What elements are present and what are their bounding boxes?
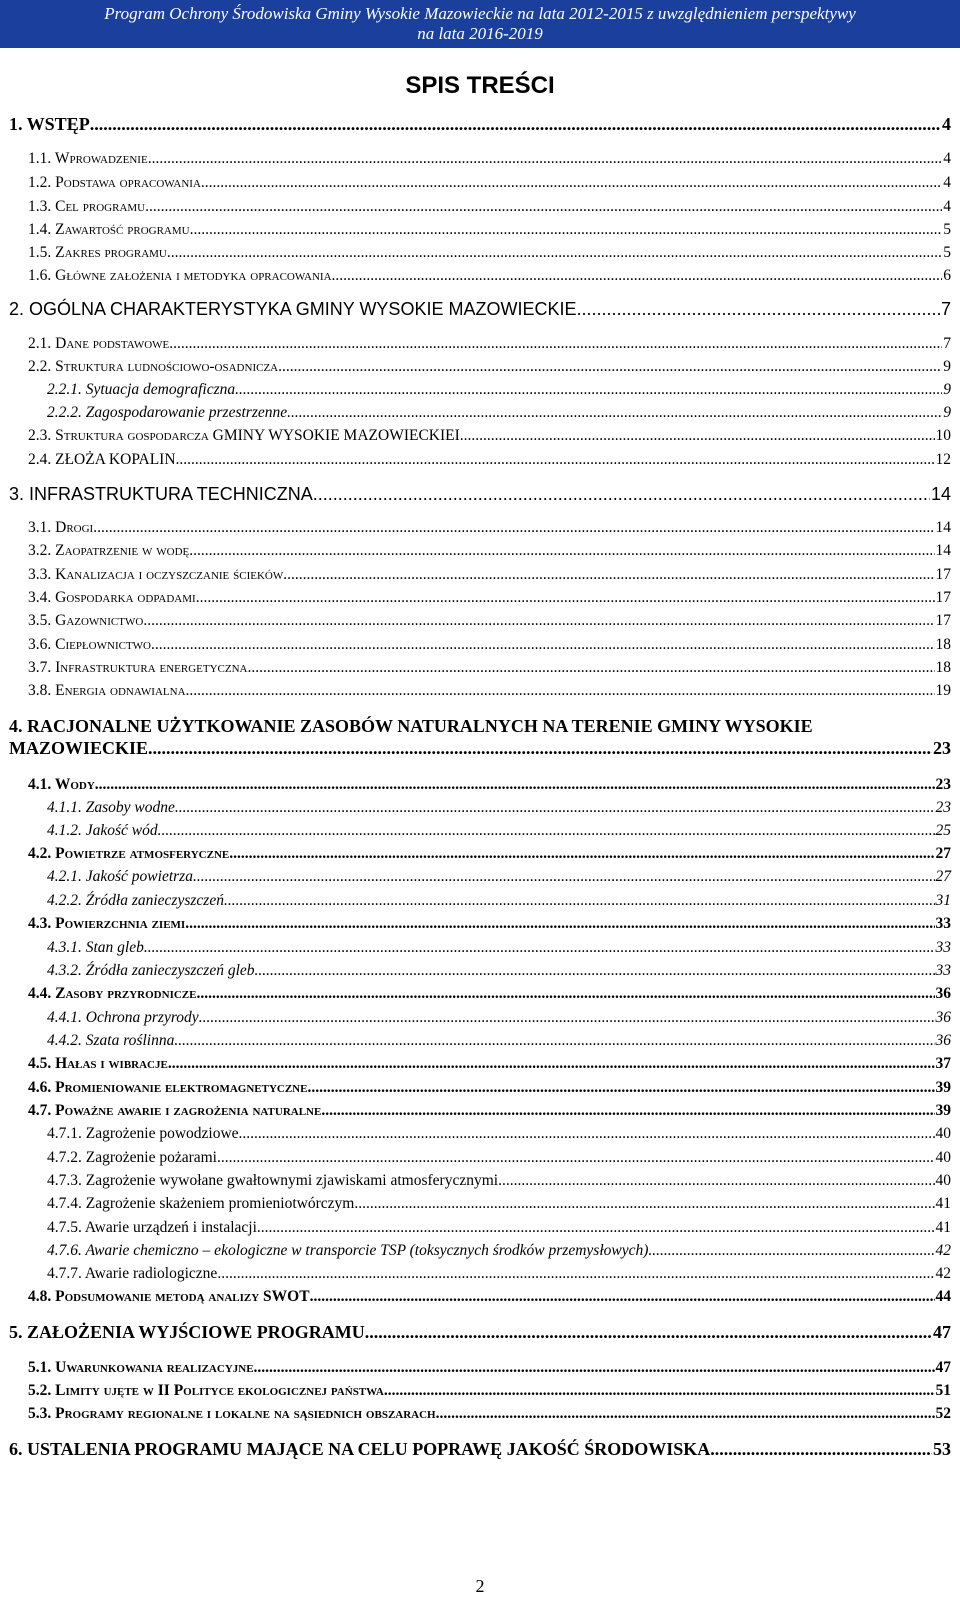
- toc-dot-leader: [283, 564, 934, 586]
- toc-entry-label: 4.4. Zasoby przyrodnicze: [28, 985, 197, 1002]
- toc-dot-leader: [307, 1077, 934, 1099]
- toc-dot-leader: [278, 356, 942, 378]
- toc-dot-leader: [224, 890, 935, 912]
- toc-dot-leader: [217, 1147, 935, 1169]
- toc-entry[interactable]: [9, 737, 951, 759]
- toc-dot-leader: [239, 1123, 935, 1145]
- toc-entry[interactable]: [9, 1438, 951, 1460]
- toc-dot-leader: [186, 680, 935, 702]
- toc-entry-label: 3.8. Energia odnawialna: [28, 682, 186, 699]
- toc-dot-leader: [310, 1286, 935, 1308]
- toc-dot-leader: [217, 1263, 934, 1285]
- toc-entry-label: 4.1.1. Zasoby wodne: [47, 799, 175, 816]
- toc-entry-page: 37: [935, 1055, 951, 1072]
- toc-entry[interactable]: [47, 960, 951, 982]
- toc-entry-label: 2.3. Struktura gospodarcza GMINY WYSOKIE MAZOWIECKIEI: [28, 427, 460, 444]
- toc-entry-label: 2.1. Dane podstawowe: [28, 335, 170, 352]
- toc-dot-leader: [287, 402, 942, 424]
- toc-entry-label: 4.1. Wody: [28, 776, 95, 793]
- toc-dot-leader: [148, 148, 943, 170]
- toc-entry-label: 3.7. Infrastruktura energetyczna: [28, 659, 248, 676]
- toc-entry-page: 17: [935, 566, 951, 583]
- toc-entry-page: 12: [935, 451, 951, 468]
- toc-entry-label: 2. OGÓLNA CHARAKTERYSTYKA GMINY WYSOKIE MAZOWIECKIE: [9, 299, 577, 319]
- toc-entry-page: 7: [943, 335, 951, 352]
- toc-entry[interactable]: [9, 483, 951, 505]
- toc-entry[interactable]: [28, 1403, 951, 1425]
- toc-entry-page: 42: [935, 1242, 951, 1259]
- toc-entry-label: 1. WSTĘP: [9, 114, 90, 134]
- toc-entry[interactable]: [28, 1380, 951, 1402]
- toc-entry[interactable]: [28, 587, 951, 609]
- toc-entry-page: 4: [942, 114, 951, 134]
- toc-entry-page: 40: [935, 1149, 951, 1166]
- toc-entry-label: 1.4. Zawartość programu: [28, 221, 190, 238]
- toc-entry[interactable]: [28, 242, 951, 264]
- toc-dot-leader: [145, 196, 942, 218]
- toc-entry-label: 3.6. Ciepłownictwo: [28, 636, 151, 653]
- toc-entry-page: 40: [935, 1125, 951, 1142]
- toc-dot-leader: [229, 843, 934, 865]
- toc-entry-page: 31: [935, 892, 951, 909]
- toc-entry-label: 3.1. Drogi: [28, 519, 94, 536]
- toc-dot-leader: [185, 913, 934, 935]
- toc-dot-leader: [576, 298, 940, 320]
- toc-entry[interactable]: [28, 517, 951, 539]
- toc-entry-page: 19: [935, 682, 951, 699]
- toc-dot-leader: [199, 1007, 935, 1029]
- toc-entry-label: 4.2.1. Jakość powietrza: [47, 868, 193, 885]
- toc-dot-leader: [235, 379, 942, 401]
- toc-entry-page: 5: [943, 244, 951, 261]
- toc-entry-label: 4.4.2. Szata roślinna: [47, 1032, 175, 1049]
- toc-entry-page: 41: [935, 1219, 951, 1236]
- toc-entry-page: 36: [935, 1032, 951, 1049]
- toc-entry-label: 4.7.4. Zagrożenie skażeniem promieniotwórczym: [47, 1195, 355, 1212]
- toc-entry[interactable]: [28, 610, 951, 632]
- toc-dot-leader: [257, 1217, 935, 1239]
- toc-entry[interactable]: [47, 1007, 951, 1029]
- toc-entry-label: 1.6. Główne założenia i metodyka opracowania: [28, 267, 332, 284]
- toc-entry-page: 4: [943, 174, 951, 191]
- toc-dot-leader: [648, 1240, 934, 1262]
- toc-entry-label: 3.2. Zaopatrzenie w wodę: [28, 542, 190, 559]
- toc-entry-label: MAZOWIECKIE: [9, 738, 149, 758]
- toc-dot-leader: [175, 797, 935, 819]
- toc-entry-label: 4. RACJONALNE UŻYTKOWANIE ZASOBÓW NATURALNYCH NA TERENIE GMINY WYSOKIE: [9, 716, 813, 736]
- toc-entry-label: 3.4. Gospodarka odpadami: [28, 589, 196, 606]
- toc-entry[interactable]: [47, 937, 951, 959]
- toc-dot-leader: [710, 1438, 932, 1460]
- toc-entry[interactable]: [28, 983, 951, 1005]
- page-number: 2: [475, 1576, 485, 1596]
- toc-entry-label: 4.7.7. Awarie radiologiczne: [47, 1265, 218, 1282]
- toc-entry-label: 1.5. Zakres programu: [28, 244, 167, 261]
- toc-entry[interactable]: [28, 657, 951, 679]
- toc-dot-leader: [176, 449, 935, 471]
- toc-dot-leader: [365, 1321, 932, 1343]
- toc-entry-page: 18: [935, 659, 951, 676]
- toc-entry-label: 4.2. Powietrze atmosferyczne: [28, 845, 230, 862]
- toc-entry-label: 5. ZAŁOŻENIA WYJŚCIOWE PROGRAMU: [9, 1322, 365, 1342]
- toc-entry[interactable]: [28, 843, 951, 865]
- toc-entry-page: 42: [935, 1265, 951, 1282]
- toc-entry-page: 23: [935, 776, 951, 793]
- toc-entry-label: 4.3.1. Stan gleb: [47, 939, 144, 956]
- toc-entry[interactable]: [47, 1123, 951, 1145]
- toc-entry[interactable]: [28, 1100, 951, 1122]
- toc-entry[interactable]: [47, 820, 951, 842]
- toc-dot-leader: [167, 242, 942, 264]
- toc-entry[interactable]: [28, 333, 951, 355]
- toc-entry-label: 4.7.5. Awarie urządzeń i instalacji: [47, 1219, 257, 1236]
- toc-entry[interactable]: [28, 540, 951, 562]
- toc-entry-label: 2.2.2. Zagospodarowanie przestrzenne: [47, 404, 288, 421]
- toc-entry[interactable]: [28, 1357, 951, 1379]
- toc-entry[interactable]: [28, 564, 951, 586]
- toc-entry-page: 23: [933, 738, 951, 758]
- toc-entry[interactable]: [47, 1170, 951, 1192]
- toc-entry[interactable]: [47, 379, 951, 401]
- toc-entry-page: 40: [935, 1172, 951, 1189]
- toc-entry[interactable]: [47, 1217, 951, 1239]
- toc-dot-leader: [95, 774, 935, 796]
- toc-entry[interactable]: [28, 265, 951, 287]
- toc-dot-leader: [196, 983, 934, 1005]
- toc-dot-leader: [201, 172, 942, 194]
- toc-entry-page: 33: [935, 915, 951, 932]
- toc-entry-page: 33: [935, 939, 951, 956]
- toc-entry-page: 52: [935, 1405, 951, 1422]
- toc-entry-page: 9: [943, 358, 951, 375]
- toc-dot-leader: [148, 737, 932, 759]
- toc-entry-label: 4.2.2. Źródła zanieczyszczeń: [47, 892, 224, 909]
- toc-entry-label: 4.7.2. Zagrożenie pożarami: [47, 1149, 217, 1166]
- toc-entry-label: 4.3.2. Źródła zanieczyszczeń gleb: [47, 962, 255, 979]
- toc-entry-label: 4.4.1. Ochrona przyrody: [47, 1009, 199, 1026]
- toc-dot-leader: [248, 657, 935, 679]
- toc-entry-page: 4: [943, 150, 951, 167]
- toc-entry-page: 44: [935, 1288, 951, 1305]
- toc-dot-leader: [143, 610, 934, 632]
- toc-entry-page: 5: [943, 221, 951, 238]
- toc-entry[interactable]: [9, 298, 951, 320]
- toc-entry-label: 4.5. Hałas i wibracje: [28, 1055, 168, 1072]
- toc-dot-leader: [254, 1357, 935, 1379]
- toc-entry-page: 47: [933, 1322, 951, 1342]
- toc-entry[interactable]: [28, 148, 951, 170]
- toc-entry-page: 39: [935, 1102, 951, 1119]
- toc-dot-leader: [144, 937, 935, 959]
- toc-dot-leader: [196, 587, 935, 609]
- toc-entry-page: 36: [935, 1009, 951, 1026]
- toc-entry[interactable]: [28, 356, 951, 378]
- toc-entry[interactable]: [47, 797, 951, 819]
- toc-entry-page: 10: [935, 427, 951, 444]
- toc-entry[interactable]: [9, 113, 951, 135]
- toc-entry[interactable]: [47, 402, 951, 424]
- toc-entry[interactable]: [28, 425, 951, 447]
- toc-entry-label: 1.1. Wprowadzenie: [28, 150, 148, 167]
- toc-entry-label: 4.7.6. Awarie chemiczno – ekologiczne w transporcie TSP (toksycznych środków przemysłowych): [47, 1242, 649, 1259]
- toc-entry-label: 3.3. Kanalizacja i oczyszczanie ścieków: [28, 566, 284, 583]
- document-header: [0, 0, 960, 48]
- toc-dot-leader: [189, 540, 934, 562]
- toc-dot-leader: [193, 866, 935, 888]
- toc-entry-page: 17: [935, 612, 951, 629]
- toc-entry-label: 3.5. Gazownictwo: [28, 612, 144, 629]
- toc-entry[interactable]: [28, 1053, 951, 1075]
- toc-entry[interactable]: [28, 449, 951, 471]
- toc-dot-leader: [255, 960, 935, 982]
- toc-entry-label: 4.8. Podsumowanie metodą analizy SWOT: [28, 1288, 310, 1305]
- toc-entry-label: 5.2. Limity ujęte w II Polityce ekologicznej państwa: [28, 1382, 384, 1399]
- toc-dot-leader: [190, 219, 943, 241]
- toc-entry-label: 5.3. Programy regionalne i lokalne na sąsiednich obszarach: [28, 1405, 436, 1422]
- toc-entry-page: 36: [935, 985, 951, 1002]
- toc-entry[interactable]: [47, 1263, 951, 1285]
- toc-entry[interactable]: [47, 1147, 951, 1169]
- toc-dot-leader: [354, 1193, 934, 1215]
- toc-entry-page: 14: [935, 542, 951, 559]
- toc-entry[interactable]: [47, 1030, 951, 1052]
- toc-entry-page: 51: [935, 1382, 951, 1399]
- toc-dot-leader: [174, 1030, 934, 1052]
- toc-entry-label: 6. USTALENIA PROGRAMU MAJĄCE NA CELU POPRAWĘ JAKOŚĆ ŚRODOWISKA: [9, 1439, 711, 1459]
- toc-dot-leader: [384, 1380, 935, 1402]
- page-title: SPIS TREŚCI: [405, 72, 555, 99]
- toc-entry[interactable]: [28, 1077, 951, 1099]
- toc-entry-label: 2.2. Struktura ludnościowo-osadnicza: [28, 358, 279, 375]
- toc-entry-label: 2.2.1. Sytuacja demograficzna: [47, 381, 236, 398]
- toc-dot-leader: [313, 483, 930, 505]
- header-line-2: na lata 2016-2019: [417, 24, 543, 43]
- toc-entry[interactable]: [28, 774, 951, 796]
- toc-entry-label: 4.1.2. Jakość wód: [47, 822, 158, 839]
- toc-entry-page: 33: [935, 962, 951, 979]
- toc-entry-page: 53: [933, 1439, 951, 1459]
- toc-entry[interactable]: [28, 172, 951, 194]
- toc-dot-leader: [436, 1403, 935, 1425]
- toc-entry-label: 4.6. Promieniowanie elektromagnetyczne: [28, 1079, 308, 1096]
- toc-entry-page: 14: [935, 519, 951, 536]
- toc-entry-page: 4: [943, 198, 951, 215]
- toc-entry-page: 27: [935, 845, 951, 862]
- toc-entry[interactable]: [28, 219, 951, 241]
- toc-entry[interactable]: [47, 890, 951, 912]
- toc-entry-page: 7: [940, 299, 951, 319]
- toc-entry-label: 1.2. Podstawa opracowania: [28, 174, 201, 191]
- toc-entry-label: 1.3. Cel programu: [28, 198, 146, 215]
- toc-dot-leader: [90, 113, 941, 135]
- toc-entry-page: 9: [943, 404, 951, 421]
- toc-entry[interactable]: [47, 866, 951, 888]
- toc-entry[interactable]: [47, 1193, 951, 1215]
- toc-entry-page: 39: [935, 1079, 951, 1096]
- toc-dot-leader: [158, 820, 935, 842]
- toc-dot-leader: [169, 333, 942, 355]
- toc-entry-page: 6: [943, 267, 951, 284]
- toc-entry-page: 18: [935, 636, 951, 653]
- toc-dot-leader: [321, 1100, 934, 1122]
- toc-entry[interactable]: [28, 196, 951, 218]
- toc-entry-page: 27: [935, 868, 951, 885]
- toc-entry-page: 47: [935, 1359, 951, 1376]
- toc-dot-leader: [460, 425, 935, 447]
- toc-entry[interactable]: [47, 1240, 951, 1262]
- toc-entry[interactable]: [9, 715, 951, 737]
- toc-entry[interactable]: [28, 1286, 951, 1308]
- toc-entry-page: 17: [935, 589, 951, 606]
- toc-entry[interactable]: [28, 680, 951, 702]
- toc-entry-page: 14: [930, 484, 951, 504]
- toc-dot-leader: [168, 1053, 935, 1075]
- toc-dot-leader: [498, 1170, 934, 1192]
- toc-dot-leader: [93, 517, 934, 539]
- toc-entry-label: 3. INFRASTRUKTURA TECHNICZNA: [9, 484, 313, 504]
- toc-entry-label: 5.1. Uwarunkowania realizacyjne: [28, 1359, 254, 1376]
- toc-dot-leader: [151, 634, 935, 656]
- toc-entry-label: 4.7.1. Zagrożenie powodziowe: [47, 1125, 239, 1142]
- toc-entry-page: 23: [935, 799, 951, 816]
- header-line-1: Program Ochrony Środowiska Gminy Wysokie Mazowieckie na lata 2012-2015 z uwzględnieniem perspektywy: [104, 4, 856, 23]
- toc-entry[interactable]: [28, 913, 951, 935]
- toc-entry-label: 2.4. ZŁOŻA KOPALIN: [28, 451, 176, 468]
- toc-entry-page: 9: [943, 381, 951, 398]
- toc-entry-label: 4.3. Powierzchnia ziemi: [28, 915, 186, 932]
- toc-dot-leader: [332, 265, 943, 287]
- toc-entry[interactable]: [9, 1321, 951, 1343]
- toc-entry-label: 4.7. Poważne awarie i zagrożenia naturalne: [28, 1102, 322, 1119]
- toc-entry-page: 41: [935, 1195, 951, 1212]
- toc-entry-label: 4.7.3. Zagrożenie wywołane gwałtownymi zjawiskami atmosferycznymi: [47, 1172, 499, 1189]
- toc-entry-page: 25: [935, 822, 951, 839]
- toc-entry[interactable]: [28, 634, 951, 656]
